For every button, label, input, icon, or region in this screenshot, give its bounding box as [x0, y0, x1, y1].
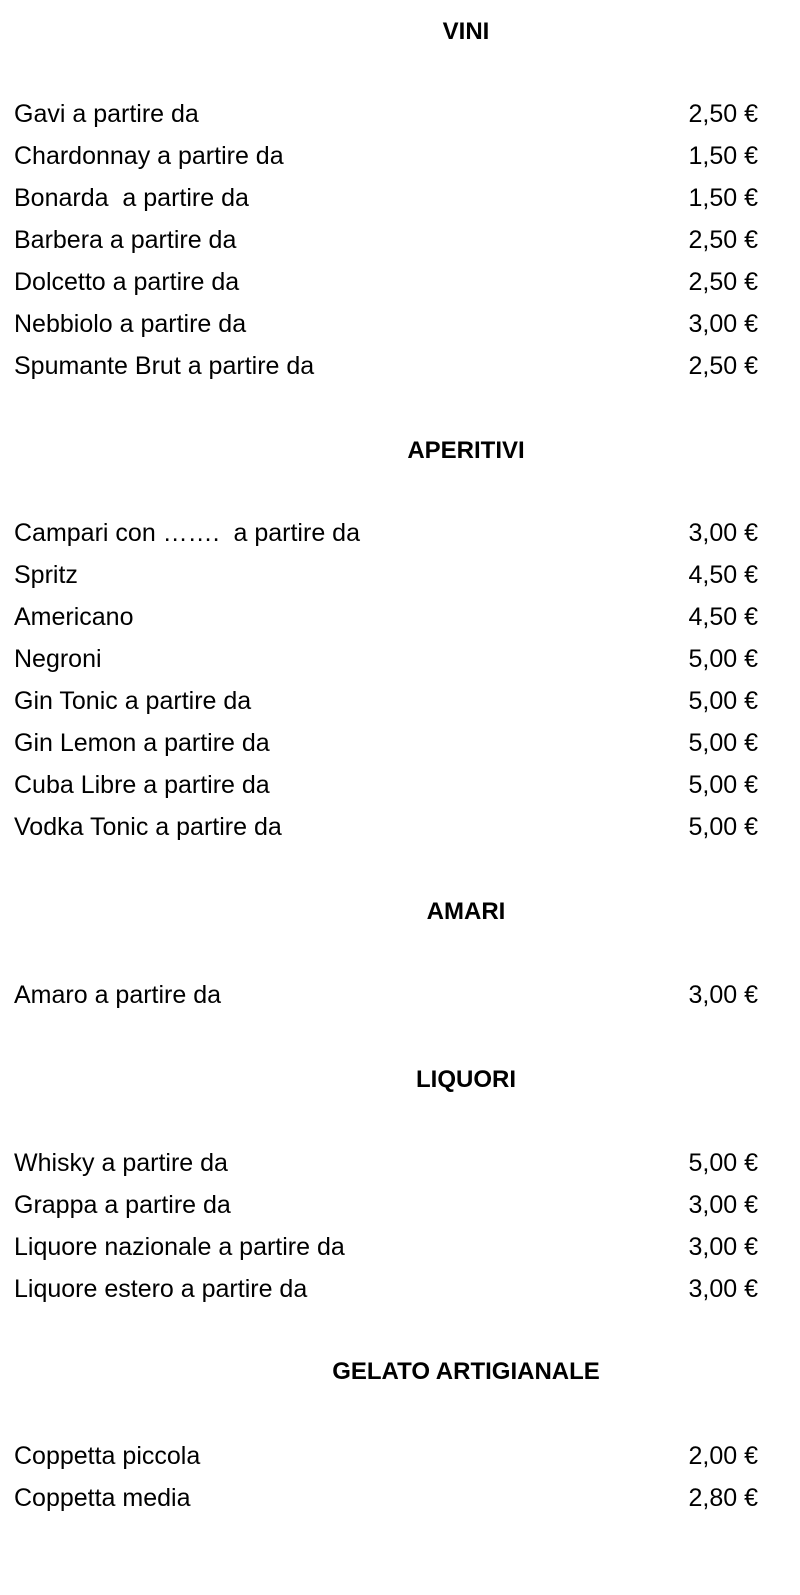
- menu-item: [14, 222, 758, 258]
- section-title-amari: AMARI: [426, 898, 506, 925]
- item-price: 5,00 €: [688, 645, 758, 673]
- item-name: Americano: [14, 603, 134, 631]
- item-price: 3,00 €: [688, 1233, 758, 1261]
- item-price: 2,50 €: [688, 352, 758, 380]
- section-title-vini: VINI: [442, 18, 490, 45]
- item-price: 3,00 €: [688, 519, 758, 547]
- item-name: Coppetta media: [14, 1484, 191, 1512]
- item-name: Vodka Tonic a partire da: [14, 813, 282, 841]
- menu-item: [14, 306, 758, 342]
- item-price: 1,50 €: [688, 184, 758, 212]
- menu-item: [14, 683, 758, 719]
- item-price: 3,00 €: [688, 1275, 758, 1303]
- menu-item: [14, 977, 758, 1013]
- item-name: Negroni: [14, 645, 102, 673]
- item-price: 2,00 €: [688, 1442, 758, 1470]
- item-price: 2,50 €: [688, 268, 758, 296]
- item-name: Bonarda a partire da: [14, 184, 249, 212]
- item-name: Amaro a partire da: [14, 981, 222, 1009]
- item-name: Campari con ……. a partire da: [14, 519, 360, 547]
- menu-item: [14, 599, 758, 635]
- menu-item: [14, 348, 758, 384]
- item-name: Dolcetto a partire da: [14, 268, 240, 296]
- item-price: 4,50 €: [688, 561, 758, 589]
- menu-item: [14, 1145, 758, 1181]
- section-title-liquori: LIQUORI: [416, 1066, 516, 1093]
- item-price: 1,50 €: [688, 142, 758, 170]
- item-price: 5,00 €: [688, 771, 758, 799]
- menu-item: [14, 767, 758, 803]
- item-name: Whisky a partire da: [14, 1149, 228, 1177]
- item-name: Liquore estero a partire da: [14, 1275, 308, 1303]
- item-name: Barbera a partire da: [14, 226, 237, 254]
- menu-item: [14, 1480, 758, 1516]
- menu-item: [14, 809, 758, 845]
- menu-item: [14, 557, 758, 593]
- menu-item: [14, 1271, 758, 1307]
- item-price: 4,50 €: [688, 603, 758, 631]
- item-name: Chardonnay a partire da: [14, 142, 284, 170]
- item-name: Spumante Brut a partire da: [14, 352, 315, 380]
- item-name: Gavi a partire da: [14, 100, 199, 128]
- item-price: 2,50 €: [688, 100, 758, 128]
- item-name: Gin Lemon a partire da: [14, 729, 270, 757]
- item-price: 5,00 €: [688, 813, 758, 841]
- item-price: 3,00 €: [688, 310, 758, 338]
- section-title-aperitivi: APERITIVI: [407, 437, 525, 464]
- item-name: Nebbiolo a partire da: [14, 310, 247, 338]
- menu-item: [14, 264, 758, 300]
- item-price: 3,00 €: [688, 981, 758, 1009]
- item-price: 2,50 €: [688, 226, 758, 254]
- item-name: Spritz: [14, 561, 78, 589]
- item-name: Cuba Libre a partire da: [14, 771, 270, 799]
- item-price: 3,00 €: [688, 1191, 758, 1219]
- section-title-gelato-artigianale: GELATO ARTIGIANALE: [332, 1358, 600, 1385]
- menu-item: [14, 1438, 758, 1474]
- item-name: Gin Tonic a partire da: [14, 687, 252, 715]
- menu-item: [14, 180, 758, 216]
- item-price: 5,00 €: [688, 687, 758, 715]
- menu-item: [14, 1229, 758, 1265]
- item-name: Liquore nazionale a partire da: [14, 1233, 345, 1261]
- item-price: 5,00 €: [688, 729, 758, 757]
- item-name: Grappa a partire da: [14, 1191, 231, 1219]
- item-price: 5,00 €: [688, 1149, 758, 1177]
- menu-item: [14, 725, 758, 761]
- menu-item: [14, 138, 758, 174]
- item-name: Coppetta piccola: [14, 1442, 201, 1470]
- menu-item: [14, 1187, 758, 1223]
- menu-item: [14, 641, 758, 677]
- menu-item: [14, 515, 758, 551]
- menu-item: [14, 96, 758, 132]
- item-price: 2,80 €: [688, 1484, 758, 1512]
